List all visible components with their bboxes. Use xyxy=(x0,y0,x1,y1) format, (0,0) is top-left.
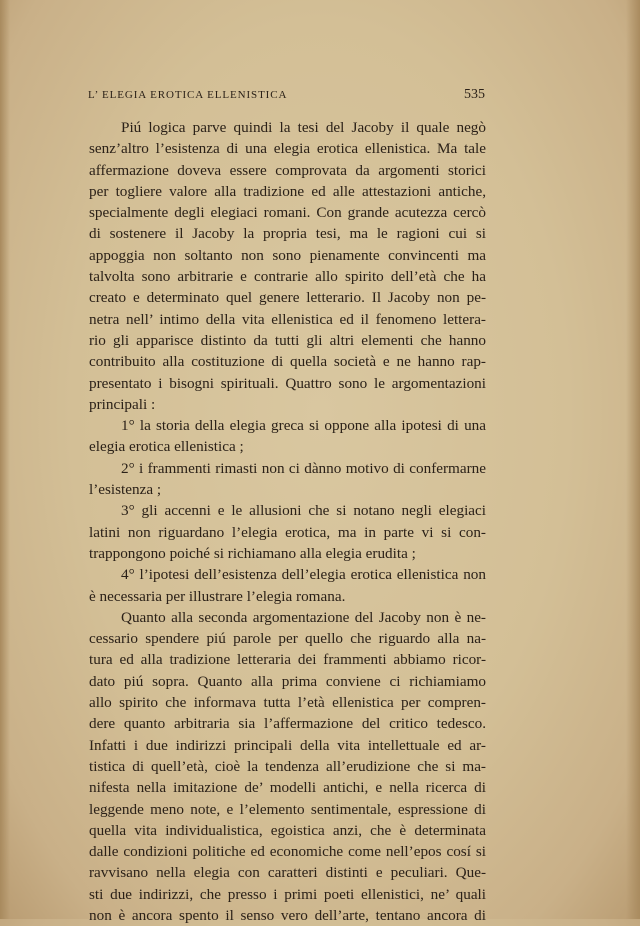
text-line: Infatti i due indirizzi principali della vita intellettuale ed ar- xyxy=(89,736,486,754)
text-line: presentato i bisogni spirituali. Quattro sono le argomentazioni xyxy=(89,374,486,392)
text-line: dere quanto arbitraria sia l’affermazione del critico tedesco. xyxy=(89,715,486,733)
text-line: elegia erotica ellenistica ; xyxy=(89,438,244,456)
text-line: di sostenere il Jacoby la propria tesi, ma le ragioni cui si xyxy=(89,225,486,243)
text-line: netra nell’ intimo della vita ellenistica ed il fenomeno lettera- xyxy=(89,310,486,328)
text-line: allo spirito che informava tutta l’età ellenistica per compren- xyxy=(89,694,486,712)
text-line: Piú logica parve quindi la tesi del Jacoby il quale negò xyxy=(121,119,486,136)
text-line: tistica di quell’età, cioè la tendenza all’erudizione che si ma- xyxy=(89,757,486,775)
text-line: cessario spendere piú parole per quello che riguardo alla na- xyxy=(89,630,486,648)
page-edge-shadow-left xyxy=(0,0,10,919)
text-line: sti due indirizzi, che presso i primi poeti ellenistici, ne’ quali xyxy=(89,885,486,903)
text-line: trappongono poiché si richiamano alla elegia erudita ; xyxy=(89,544,416,562)
text-line: tura ed alla tradizione letteraria dei frammenti abbiamo ricor- xyxy=(89,651,486,669)
text-line: talvolta sono arbitrarie e contrarie allo spirito dell’età che ha xyxy=(89,268,486,286)
text-line: dato piú sopra. Quanto alla prima conviene ci richiamiamo xyxy=(89,672,486,690)
running-title: L’ ELEGIA EROTICA ELLENISTICA xyxy=(88,89,288,101)
text-line: l’esistenza ; xyxy=(89,481,162,499)
list-item-2: 2° i frammenti rimasti non ci dànno motivo di confermarne xyxy=(121,459,486,477)
text-line: leggende meno note, e l’elemento sentimentale, espressione di xyxy=(89,800,486,818)
text-line: principali : xyxy=(89,395,156,413)
text-line: per togliere valore alla tradizione ed alle attestazioni antiche, xyxy=(89,182,486,200)
page-edge-shadow-right xyxy=(626,0,640,919)
text-line: nifesta nella imitazione de’ modelli antichi, e nella ricerca di xyxy=(89,779,486,797)
text-line: latini non riguardano l’elegia erotica, ma in parte vi si con- xyxy=(89,523,486,541)
text-line: quella vita individualistica, egoistica anzi, che è determinata xyxy=(89,821,486,839)
text-line: non è ancora spento il senso vero dell’arte, tentano ancora di xyxy=(89,906,486,924)
text-line: affermazione doveva essere comprovata da argomenti storici xyxy=(89,161,486,179)
list-item-4: 4° l’ipotesi dell’esistenza dell’elegia erotica ellenistica non xyxy=(121,566,486,584)
text-line: senz’altro l’esistenza di una elegia erotica ellenistica. Ma tale xyxy=(89,140,486,158)
page-number: 535 xyxy=(464,87,485,102)
text-line: Quanto alla seconda argomentazione del Jacoby non è ne- xyxy=(121,608,486,626)
text-line: è necessaria per illustrare l’elegia romana. xyxy=(89,587,346,605)
list-item-1: 1° la storia della elegia greca si oppone alla ipotesi di una xyxy=(121,417,486,435)
body-text xyxy=(89,117,486,926)
list-item-3: 3° gli accenni e le allusioni che si notano negli elegiaci xyxy=(121,502,486,520)
text-line: ravvisano nella elegia con caratteri distinti e peculiari. Que- xyxy=(89,864,486,882)
text-line: appoggia non soltanto non sono pienamente convincenti ma xyxy=(89,246,486,264)
text-line: creato e determinato quel genere letterario. Il Jacoby non pe- xyxy=(89,289,486,307)
page-header xyxy=(88,89,485,105)
text-line: specialmente degli elegiaci romani. Con grande acutezza cercò xyxy=(89,204,486,222)
text-line: dalle condizioni politiche ed economiche come nell’epos cosí si xyxy=(89,843,486,861)
text-line: rio gli apparisce distinto da tutti gli altri elementi che hanno xyxy=(89,331,486,349)
text-line: contribuito alla costituzione di quella società e ne hanno rap- xyxy=(89,353,486,371)
